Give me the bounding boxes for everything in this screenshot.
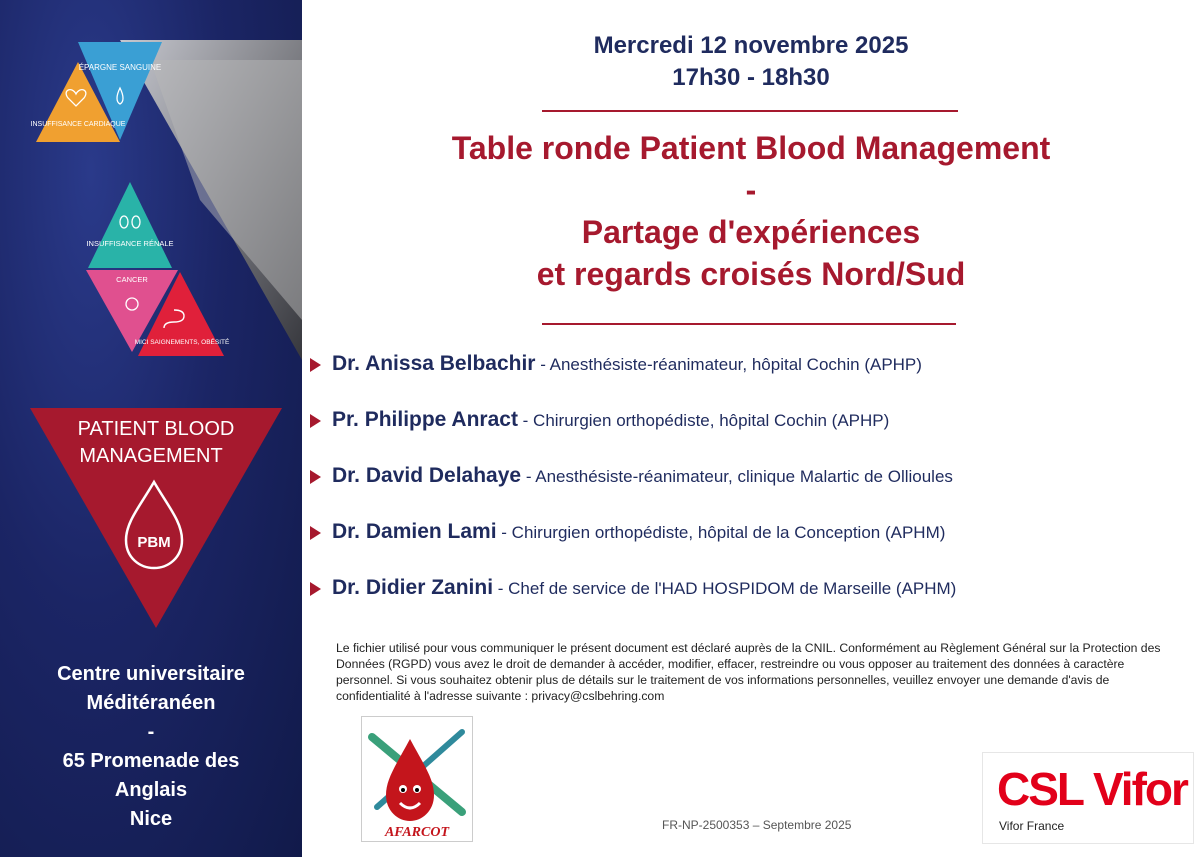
event-datetime: [302, 30, 1200, 94]
divider-bottom: [542, 323, 956, 325]
label-mici: MICI SAIGNEMENTS, OBÉSITÉ: [134, 339, 230, 346]
speaker-name: Pr. Philippe Anract: [332, 408, 518, 431]
venue-line: Méditéranéen: [86, 692, 216, 714]
list-item: [310, 352, 1190, 408]
afarcot-label: AFARCOT: [384, 825, 450, 840]
pbm-badge: PBM: [137, 534, 171, 551]
afarcot-logo: [361, 716, 473, 842]
pbm-title-line2: MANAGEMENT: [79, 445, 223, 467]
speaker-name: Dr. David Delahaye: [332, 464, 522, 487]
label-epargne: ÉPARGNE SANGUINE: [78, 63, 162, 72]
event-time: 17h30 - 18h30: [672, 64, 830, 91]
label-cancer: CANCER: [116, 275, 148, 284]
venue-line: Centre universitaire: [57, 663, 245, 685]
legal-notice: Le fichier utilisé pour vous communiquer le présent document est déclaré auprès de la CNIL. Conformément au Règlement Général sur la Protection des Données (RGPD) vous avez le droit de demander à accéder, modifier, effacer, restreindre ou vous opposer au traitement des données à caractère personnel. Si vous souhaitez obtenir plus de détails sur le traitement de vos informations personnelles, veuillez envoyer une demande d'avis de confidentialité à l'adresse suivante : privacy@cslbehring.com: [336, 641, 1161, 703]
speaker-role: - Chef de service de l'HAD HOSPIDOM de Marseille (APHM): [493, 579, 957, 598]
speaker-name: Dr. Didier Zanini: [332, 576, 494, 599]
label-cardiaque: INSUFFISANCE CARDIAQUE: [30, 121, 126, 128]
title-line: -: [745, 172, 757, 208]
pbm-triangle: [30, 408, 282, 628]
main-content: [302, 0, 1200, 857]
pbm-title-line1: PATIENT BLOOD: [77, 418, 235, 440]
speaker-role: - Anesthésiste-réanimateur, hôpital Cochin (APHP): [535, 355, 922, 374]
venue-line: Anglais: [114, 779, 188, 801]
title-line: Table ronde Patient Blood Management: [451, 130, 1051, 166]
speaker-role: - Chirurgien orthopédiste, hôpital Cochin (APHP): [517, 411, 890, 430]
triangle-renale: [88, 182, 172, 268]
document-reference: FR-NP-2500353 – Septembre 2025: [662, 818, 852, 832]
pbm-illustration: [0, 0, 302, 660]
venue-line: -: [147, 721, 155, 743]
event-title: [302, 127, 1200, 295]
divider-top: [542, 110, 958, 112]
venue-line: 65 Promenade des: [62, 750, 240, 772]
list-item: [310, 520, 1190, 576]
list-item: [310, 576, 1190, 632]
list-item: [310, 408, 1190, 464]
list-item: [310, 464, 1190, 520]
csl-vifor-logo: [982, 752, 1194, 844]
title-line: Partage d'expériences: [581, 214, 921, 250]
speaker-role: - Anesthésiste-réanimateur, clinique Malartic de Ollioules: [521, 467, 953, 486]
title-line: et regards croisés Nord/Sud: [536, 256, 966, 292]
bullet-triangle-icon: [310, 414, 321, 428]
bullet-triangle-icon: [310, 526, 321, 540]
csl-subtitle: Vifor France: [999, 819, 1065, 833]
speaker-role: - Chirurgien orthopédiste, hôpital de la Conception (APHM): [496, 523, 946, 542]
speaker-name: Dr. Anissa Belbachir: [332, 352, 536, 375]
label-renale: INSUFFISANCE RÉNALE: [86, 239, 174, 248]
bullet-triangle-icon: [310, 470, 321, 484]
csl-logo-text: CSL Vifor: [997, 763, 1187, 815]
venue-line: Nice: [129, 808, 173, 830]
sidebar-panel: [0, 0, 302, 857]
bullet-triangle-icon: [310, 358, 321, 372]
speaker-name: Dr. Damien Lami: [332, 520, 497, 543]
speaker-list: [310, 352, 1190, 632]
venue-address: [0, 660, 302, 834]
event-date: Mercredi 12 novembre 2025: [593, 32, 909, 59]
bullet-triangle-icon: [310, 582, 321, 596]
